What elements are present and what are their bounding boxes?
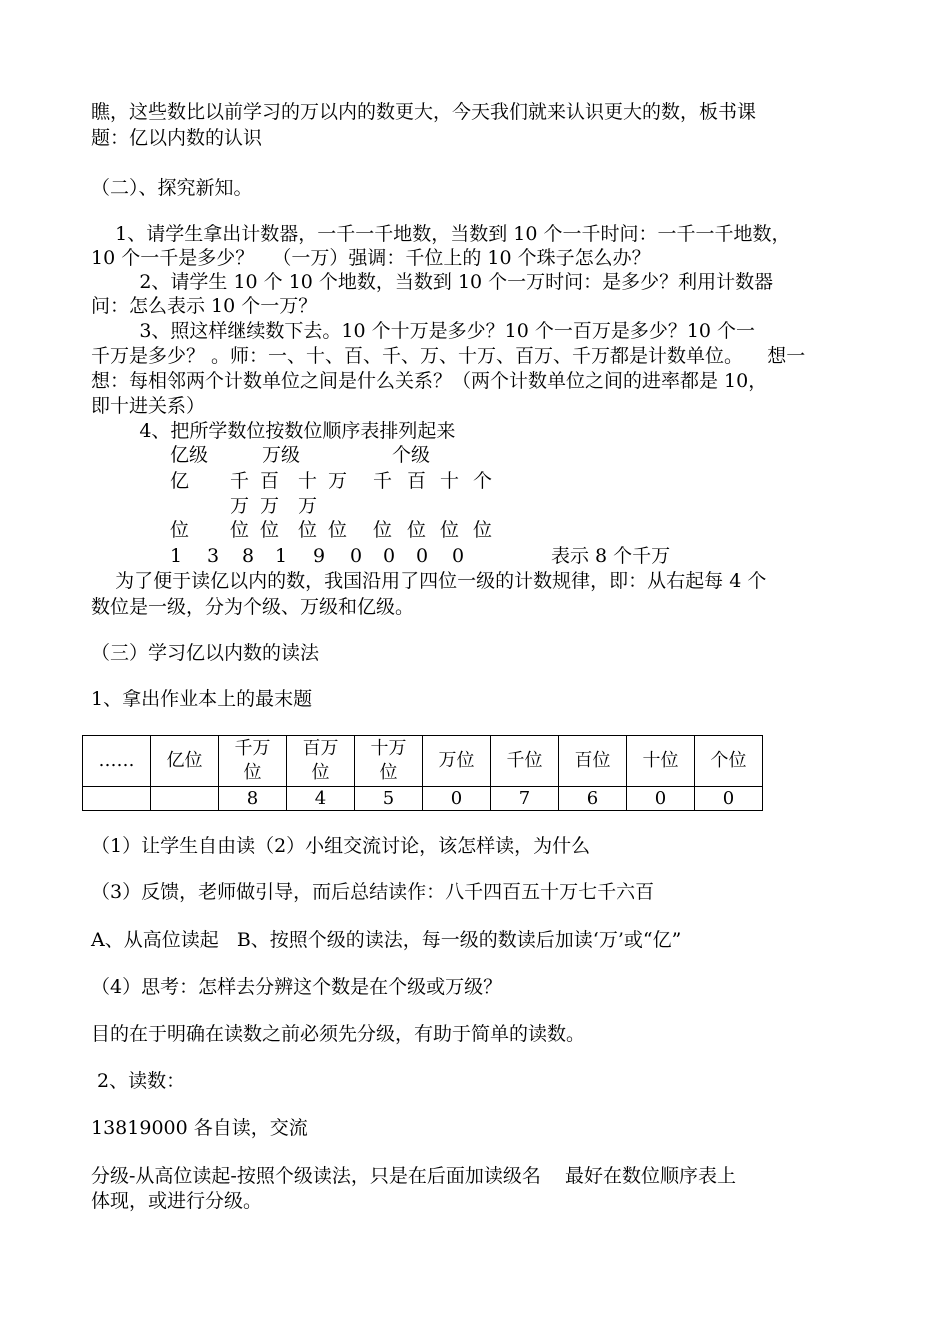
paragraph-line: 题：亿以内数的认识 [91,127,263,149]
unit-cell: 百 [407,470,427,492]
header-cell: 十位 [627,736,695,787]
wei-cell: 位 [473,519,493,541]
unit-cell: 百 [260,470,280,492]
paragraph-line: 瞧，这些数比以前学习的万以内的数更大，今天我们就来认识更大的数，板书课 [91,101,757,123]
value-cell: 4 [287,787,355,811]
paragraph-line: 1、拿出作业本上的最末题 [91,688,313,710]
digit-cell: 0 [350,545,363,567]
unit-cell: 十 [440,470,460,492]
digit-note: 表示 8 个千万 [551,545,671,567]
unit-cell: 千 [230,470,250,492]
unit-cell: 万 [298,495,318,517]
place-value-table [82,735,763,811]
paragraph-line: 2、请学生 10 个 10 个地数，当数到 10 个一万时问：是多少？利用计数器 [91,271,774,293]
paragraph-line: 1、请学生拿出计数器，一千一千地数，当数到 10 个一千时问：一千一千地数， [91,223,791,245]
wei-cell: 位 [328,519,348,541]
header-cell: 十万 位 [355,736,423,787]
paragraph-line: （3）反馈，老师做引导，而后总结读作：八千四百五十万七千六百 [91,881,655,903]
value-cell: 7 [491,787,559,811]
wei-cell: 位 [230,519,250,541]
wei-cell: 位 [407,519,427,541]
header-cell: 百位 [559,736,627,787]
paragraph-line: 3、照这样继续数下去。10 个十万是多少？10 个一百万是多少？10 个一 [91,320,756,342]
table-header-row [83,736,763,787]
header-cell: …… [83,736,151,787]
paragraph-line: 即十进关系） [91,395,206,417]
wei-cell: 位 [170,519,190,541]
value-cell [151,787,219,811]
digit-cell: 0 [383,545,396,567]
paragraph-line: 10 个一千是多少？ （一万）强调：千位上的 10 个珠子怎么办？ [91,247,651,269]
paragraph-line: 4、把所学数位按数位顺序表排列起来 [91,420,456,442]
paragraph-line: 问：怎么表示 10 个一万？ [91,295,318,317]
header-cell: 百万 位 [287,736,355,787]
digit-cell: 0 [416,545,429,567]
paragraph-line: A、从高位读起 B、按照个级的读法，每一级的数读后加读‘万’或“亿” [91,929,682,951]
level-yi: 亿级 [170,444,209,466]
value-cell: 0 [627,787,695,811]
paragraph-line: 13819000 各自读，交流 [91,1117,308,1139]
table-row [83,787,763,811]
unit-cell: 千 [373,470,393,492]
digit-cell: 9 [313,545,326,567]
wei-cell: 位 [440,519,460,541]
paragraph-line: 分级-从高位读起-按照个级读法，只是在后面加读级名 最好在数位顺序表上 [91,1165,736,1187]
value-cell: 6 [559,787,627,811]
value-cell: 0 [695,787,763,811]
digit-cell: 1 [170,545,183,567]
unit-cell: 个 [473,470,493,492]
digit-cell: 0 [452,545,465,567]
paragraph-line: 数位是一级，分为个级、万级和亿级。 [91,596,415,618]
level-ge: 个级 [392,444,431,466]
unit-cell: 亿 [170,470,190,492]
value-cell: 0 [423,787,491,811]
paragraph-line: 2、读数： [91,1070,186,1092]
paragraph-line: 目的在于明确在读数之前必须先分级，有助于简单的读数。 [91,1023,586,1045]
unit-cell: 万 [230,495,250,517]
section-heading: （三）学习亿以内数的读法 [91,642,320,664]
wei-cell: 位 [298,519,318,541]
wei-cell: 位 [373,519,393,541]
header-cell: 万位 [423,736,491,787]
digit-cell: 8 [242,545,255,567]
header-cell: 个位 [695,736,763,787]
wei-cell: 位 [260,519,280,541]
paragraph-line: 千万是多少？ 。师：一、十、百、千、万、十万、百万、千万都是计数单位。 想一 [91,345,806,367]
value-cell: 8 [219,787,287,811]
paragraph-line: 想：每相邻两个计数单位之间是什么关系？（两个计数单位之间的进率都是 10， [91,370,768,392]
header-cell: 千位 [491,736,559,787]
paragraph-line: 体现，或进行分级。 [91,1190,263,1212]
value-cell: 5 [355,787,423,811]
unit-cell: 万 [328,470,348,492]
level-wan: 万级 [262,444,301,466]
value-cell [83,787,151,811]
digit-cell: 3 [207,545,220,567]
paragraph-line: （1）让学生自由读（2）小组交流讨论，该怎样读，为什么 [91,835,591,857]
digit-cell: 1 [275,545,288,567]
header-cell: 千万 位 [219,736,287,787]
paragraph-line: 为了便于读亿以内的数，我国沿用了四位一级的计数规律，即：从右起每 4 个 [91,570,767,592]
header-cell: 亿位 [151,736,219,787]
unit-cell: 十 [298,470,318,492]
paragraph-line: （4）思考：怎样去分辨这个数是在个级或万级？ [91,976,503,998]
section-heading: （二）、探究新知。 [91,177,253,199]
unit-cell: 万 [260,495,280,517]
